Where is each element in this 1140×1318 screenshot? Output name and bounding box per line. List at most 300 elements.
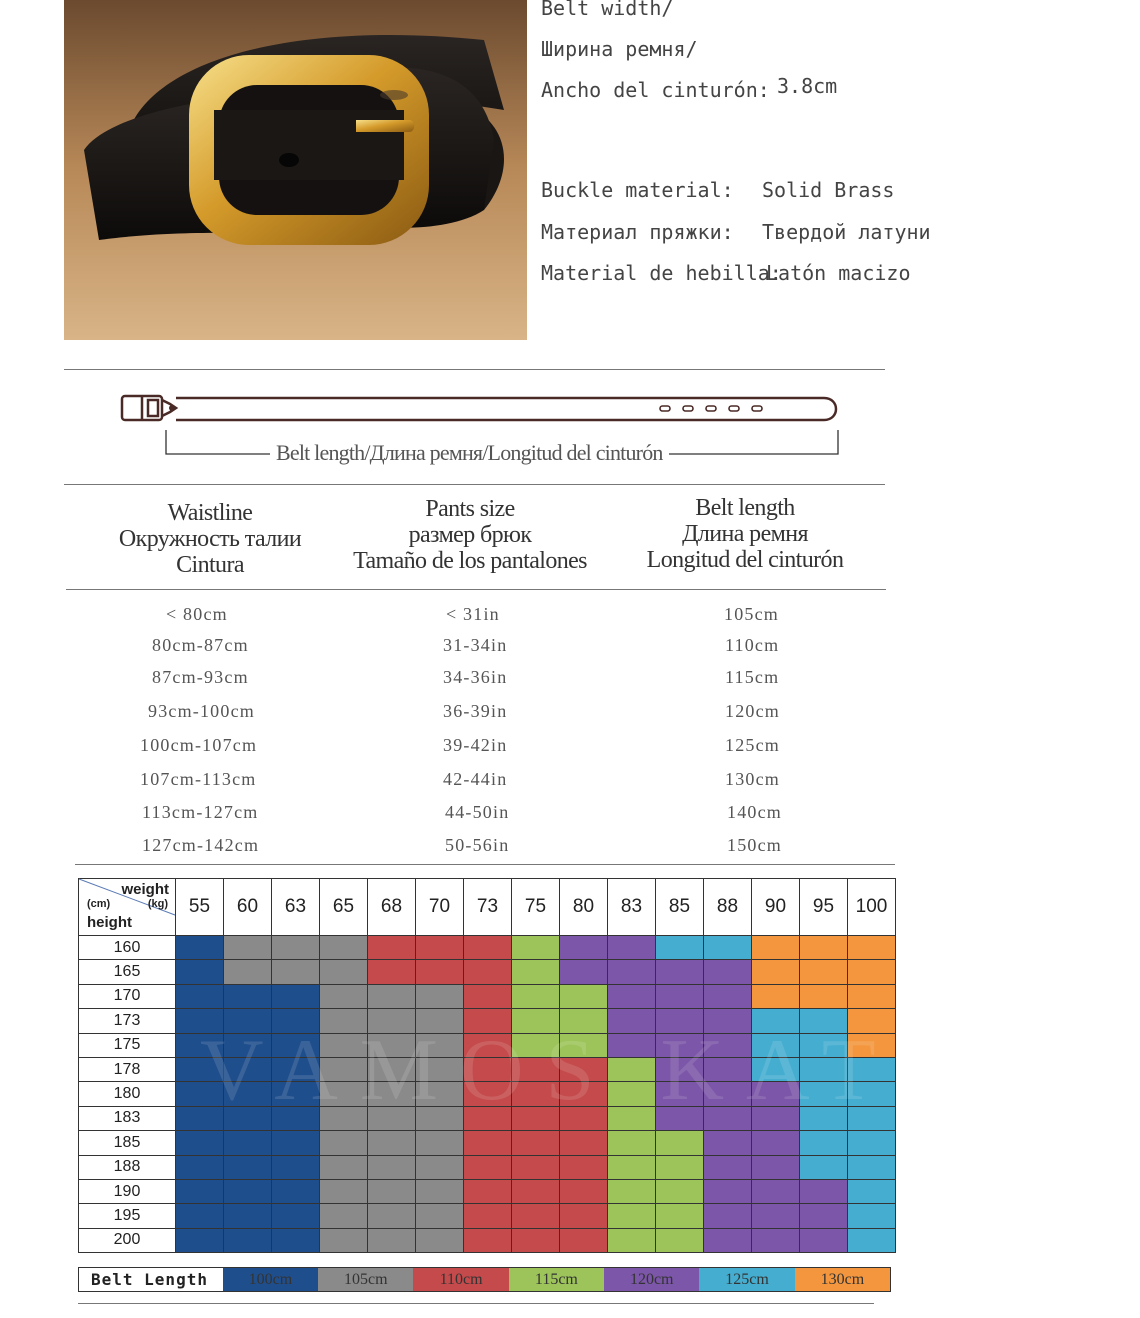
- grid-cell: [608, 936, 656, 960]
- grid-cell: [320, 1204, 368, 1228]
- grid-cell: [272, 1033, 320, 1057]
- buckle-value-ru: Твердой латуни: [762, 220, 931, 244]
- grid-row-160: [79, 936, 896, 960]
- grid-cell: [224, 1155, 272, 1179]
- grid-cell: [704, 1057, 752, 1081]
- height-label-175: 175: [79, 1033, 176, 1057]
- grid-row-195: [79, 1204, 896, 1228]
- legend-swatch-105cm: 105cm: [318, 1268, 413, 1291]
- grid-cell: [368, 1131, 416, 1155]
- grid-cell: [320, 1033, 368, 1057]
- weight-header-75: 75: [512, 879, 560, 936]
- grid-cell: [512, 960, 560, 984]
- grid-cell: [800, 1204, 848, 1228]
- grid-cell: [416, 1179, 464, 1203]
- grid-cell: [848, 1057, 896, 1081]
- header-belt-es: Longitud del cinturón: [646, 547, 844, 573]
- grid-cell: [416, 1155, 464, 1179]
- belt-cell: 150cm: [727, 835, 782, 855]
- grid-cell: [560, 1179, 608, 1203]
- grid-cell: [224, 1131, 272, 1155]
- weight-header-80: 80: [560, 879, 608, 936]
- grid-cell: [752, 1106, 800, 1130]
- belt-length-legend: [78, 1267, 891, 1292]
- buckle-label-ru: Материал пряжки:: [541, 220, 734, 244]
- grid-cell: [416, 1106, 464, 1130]
- grid-cell: [656, 960, 704, 984]
- buckle-value-es: Latón macizo: [766, 261, 911, 285]
- grid-cell: [800, 1131, 848, 1155]
- grid-cell: [656, 1033, 704, 1057]
- divider-bottom: [78, 1303, 874, 1304]
- grid-cell: [752, 1057, 800, 1081]
- grid-cell: [416, 1131, 464, 1155]
- grid-cell: [224, 1106, 272, 1130]
- grid-cell: [848, 984, 896, 1008]
- belt-cell: 110cm: [725, 635, 780, 655]
- grid-row-190: [79, 1179, 896, 1203]
- height-label-183: 183: [79, 1106, 176, 1130]
- pants-cell: 42-44in: [443, 769, 508, 789]
- height-label-165: 165: [79, 960, 176, 984]
- grid-cell: [176, 1057, 224, 1081]
- legend-swatch-100cm: 100cm: [223, 1268, 318, 1291]
- grid-cell: [656, 1179, 704, 1203]
- table-row: [0, 835, 960, 865]
- grid-cell: [272, 984, 320, 1008]
- grid-cell: [512, 984, 560, 1008]
- header-belt-length: [630, 495, 860, 573]
- grid-cell: [272, 1057, 320, 1081]
- table-row: [0, 667, 960, 697]
- grid-cell: [512, 1131, 560, 1155]
- grid-cell: [272, 960, 320, 984]
- grid-cell: [608, 1106, 656, 1130]
- height-label-160: 160: [79, 936, 176, 960]
- grid-cell: [752, 1155, 800, 1179]
- grid-cell: [512, 1155, 560, 1179]
- weight-header-88: 88: [704, 879, 752, 936]
- height-label-173: 173: [79, 1009, 176, 1033]
- grid-cell: [176, 1179, 224, 1203]
- grid-cell: [464, 1204, 512, 1228]
- grid-cell: [800, 1057, 848, 1081]
- grid-cell: [704, 1155, 752, 1179]
- grid-cell: [368, 1106, 416, 1130]
- legend-title: Belt Length: [91, 1270, 208, 1289]
- belt-cell: 140cm: [727, 802, 782, 822]
- grid-cell: [176, 1033, 224, 1057]
- grid-row-185: [79, 1131, 896, 1155]
- grid-cell: [848, 936, 896, 960]
- grid-cell: [608, 1033, 656, 1057]
- grid-cell: [608, 1155, 656, 1179]
- grid-cell: [656, 1009, 704, 1033]
- waist-cell: 107cm-113cm: [140, 769, 257, 789]
- divider-grid-top: [75, 864, 895, 865]
- grid-cell: [560, 936, 608, 960]
- grid-cell: [704, 1228, 752, 1252]
- grid-cell: [464, 1131, 512, 1155]
- grid-row-173: [79, 1009, 896, 1033]
- grid-cell: [416, 960, 464, 984]
- grid-cell: [848, 1009, 896, 1033]
- divider-table-header: [66, 589, 886, 590]
- grid-cell: [704, 984, 752, 1008]
- grid-cell: [464, 960, 512, 984]
- grid-row-165: [79, 960, 896, 984]
- table-row: [0, 802, 960, 832]
- grid-cell: [368, 1155, 416, 1179]
- grid-cell: [176, 936, 224, 960]
- table-row: [0, 769, 960, 799]
- grid-cell: [176, 1009, 224, 1033]
- grid-cell: [320, 1009, 368, 1033]
- grid-cell: [848, 1155, 896, 1179]
- grid-cell: [272, 1131, 320, 1155]
- belt-cell: 105cm: [724, 604, 779, 624]
- buckle-label-en: Buckle material:: [541, 178, 734, 202]
- waist-cell: 87cm-93cm: [152, 667, 249, 687]
- grid-cell: [368, 1204, 416, 1228]
- grid-cell: [608, 1057, 656, 1081]
- header-belt-en: Belt length: [695, 495, 795, 521]
- buckle-label-es: Material de hebilla:: [541, 261, 782, 285]
- belt-cell: 120cm: [725, 701, 780, 721]
- grid-cell: [704, 1131, 752, 1155]
- grid-cell: [320, 1228, 368, 1252]
- grid-cell: [752, 1228, 800, 1252]
- legend-swatch-130cm: 130cm: [795, 1268, 890, 1291]
- product-photo: [64, 0, 527, 340]
- weight-header-63: 63: [272, 879, 320, 936]
- grid-cell: [368, 936, 416, 960]
- grid-cell: [512, 1057, 560, 1081]
- grid-cell: [608, 1204, 656, 1228]
- pants-cell: 36-39in: [443, 701, 508, 721]
- weight-header-100: 100: [848, 879, 896, 936]
- grid-cell: [320, 1106, 368, 1130]
- grid-cell: [176, 1155, 224, 1179]
- belt-width-value: 3.8cm: [777, 74, 838, 98]
- height-label-195: 195: [79, 1204, 176, 1228]
- grid-cell: [656, 1131, 704, 1155]
- buckle-prong-icon: [169, 405, 175, 411]
- grid-cell: [464, 1009, 512, 1033]
- grid-cell: [704, 1106, 752, 1130]
- grid-cell: [752, 1204, 800, 1228]
- grid-row-170: [79, 984, 896, 1008]
- header-waistline-en: Waistline: [167, 500, 253, 526]
- grid-cell: [224, 936, 272, 960]
- belt-cell: 130cm: [725, 769, 780, 789]
- grid-cell: [368, 1009, 416, 1033]
- grid-cell: [224, 960, 272, 984]
- pants-cell: < 31in: [446, 604, 500, 624]
- grid-row-188: [79, 1155, 896, 1179]
- grid-row-200: [79, 1228, 896, 1252]
- grid-cell: [464, 936, 512, 960]
- grid-cell: [608, 1228, 656, 1252]
- grid-cell: [224, 1033, 272, 1057]
- weight-header-90: 90: [752, 879, 800, 936]
- grid-cell: [656, 1204, 704, 1228]
- grid-cell: [176, 1106, 224, 1130]
- legend-swatch-120cm: 120cm: [604, 1268, 699, 1291]
- grid-cell: [704, 1033, 752, 1057]
- grid-cell: [512, 1009, 560, 1033]
- weight-header-55: 55: [176, 879, 224, 936]
- grid-cell: [704, 1009, 752, 1033]
- weight-header-65: 65: [320, 879, 368, 936]
- grid-cell: [800, 1155, 848, 1179]
- grid-cell: [800, 1082, 848, 1106]
- grid-cell: [368, 1082, 416, 1106]
- grid-cell: [272, 1179, 320, 1203]
- grid-cell: [752, 960, 800, 984]
- grid-cell: [320, 1155, 368, 1179]
- grid-cell: [224, 1204, 272, 1228]
- pants-cell: 34-36in: [443, 667, 508, 687]
- grid-cell: [368, 1057, 416, 1081]
- grid-cell: [416, 1204, 464, 1228]
- legend-swatch-115cm: 115cm: [509, 1268, 604, 1291]
- weight-header-95: 95: [800, 879, 848, 936]
- legend-swatch-110cm: 110cm: [413, 1268, 508, 1291]
- grid-cell: [272, 1106, 320, 1130]
- grid-cell: [512, 1106, 560, 1130]
- grid-cell: [224, 1082, 272, 1106]
- height-label-178: 178: [79, 1057, 176, 1081]
- grid-cell: [464, 1179, 512, 1203]
- grid-cell: [176, 1131, 224, 1155]
- weight-header-68: 68: [368, 879, 416, 936]
- grid-cell: [848, 1179, 896, 1203]
- grid-cell: [416, 1228, 464, 1252]
- grid-cell: [704, 936, 752, 960]
- grid-cell: [416, 984, 464, 1008]
- waist-cell: < 80cm: [166, 604, 228, 624]
- grid-cell: [560, 1033, 608, 1057]
- grid-cell: [800, 1228, 848, 1252]
- grid-cell: [512, 1228, 560, 1252]
- grid-cell: [320, 984, 368, 1008]
- grid-cell: [368, 984, 416, 1008]
- grid-cell: [560, 1082, 608, 1106]
- grid-cell: [272, 1009, 320, 1033]
- grid-cell: [224, 1009, 272, 1033]
- header-waistline: [95, 500, 325, 578]
- grid-cell: [704, 960, 752, 984]
- height-label-170: 170: [79, 984, 176, 1008]
- grid-cell: [512, 1179, 560, 1203]
- pants-cell: 44-50in: [445, 802, 510, 822]
- grid-cell: [752, 936, 800, 960]
- table-row: [0, 635, 960, 665]
- grid-cell: [224, 984, 272, 1008]
- grid-row-183: [79, 1106, 896, 1130]
- grid-cell: [272, 936, 320, 960]
- grid-cell: [560, 1009, 608, 1033]
- height-label-185: 185: [79, 1131, 176, 1155]
- grid-cell: [224, 1228, 272, 1252]
- grid-cell: [608, 960, 656, 984]
- grid-cell: [608, 1009, 656, 1033]
- grid-cell: [368, 1033, 416, 1057]
- grid-cell: [320, 936, 368, 960]
- grid-cell: [608, 1082, 656, 1106]
- grid-cell: [752, 1009, 800, 1033]
- grid-cell: [464, 1228, 512, 1252]
- grid-cell: [752, 1131, 800, 1155]
- grid-cell: [560, 1057, 608, 1081]
- grid-cell: [848, 1106, 896, 1130]
- grid-corner: [79, 879, 176, 936]
- grid-cell: [224, 1057, 272, 1081]
- grid-cell: [464, 1057, 512, 1081]
- grid-cell: [800, 984, 848, 1008]
- header-pants-size: [330, 496, 610, 574]
- grid-cell: [608, 1131, 656, 1155]
- grid-cell: [320, 1057, 368, 1081]
- grid-cell: [800, 1009, 848, 1033]
- grid-cell: [560, 1204, 608, 1228]
- grid-cell: [656, 936, 704, 960]
- belt-width-label-ru: Ширина ремня/: [541, 37, 698, 61]
- grid-cell: [320, 1131, 368, 1155]
- weight-header-60: 60: [224, 879, 272, 936]
- grid-cell: [848, 1082, 896, 1106]
- corner-height: height: [87, 914, 132, 931]
- weight-header-83: 83: [608, 879, 656, 936]
- grid-cell: [800, 1179, 848, 1203]
- grid-cell: [464, 1082, 512, 1106]
- grid-cell: [464, 1033, 512, 1057]
- grid-cell: [752, 1179, 800, 1203]
- grid-cell: [416, 1033, 464, 1057]
- grid-cell: [560, 960, 608, 984]
- grid-cell: [368, 1179, 416, 1203]
- grid-cell: [656, 1106, 704, 1130]
- grid-cell: [608, 984, 656, 1008]
- grid-cell: [560, 984, 608, 1008]
- grid-cell: [272, 1082, 320, 1106]
- grid-cell: [512, 1082, 560, 1106]
- grid-cell: [656, 1057, 704, 1081]
- grid-cell: [800, 1106, 848, 1130]
- grid-cell: [512, 1204, 560, 1228]
- grid-cell: [704, 1082, 752, 1106]
- grid-cell: [272, 1204, 320, 1228]
- grid-cell: [320, 960, 368, 984]
- corner-cm: (cm): [87, 898, 111, 910]
- waist-cell: 127cm-142cm: [142, 835, 260, 855]
- corner-weight: weight: [121, 881, 169, 898]
- grid-cell: [176, 984, 224, 1008]
- grid-cell: [704, 1204, 752, 1228]
- grid-cell: [416, 1082, 464, 1106]
- pants-cell: 31-34in: [443, 635, 508, 655]
- grid-cell: [848, 1033, 896, 1057]
- header-waistline-ru: Окружность талии: [118, 526, 302, 552]
- weight-header-85: 85: [656, 879, 704, 936]
- grid-cell: [464, 1155, 512, 1179]
- buckle-value-en: Solid Brass: [762, 178, 895, 202]
- waist-cell: 113cm-127cm: [142, 802, 259, 822]
- belt-width-label-es: Ancho del cinturón:: [541, 78, 770, 102]
- waist-cell: 93cm-100cm: [148, 701, 255, 721]
- watermark: KATCAL: [660, 1022, 1140, 1119]
- weight-header-73: 73: [464, 879, 512, 936]
- belt-cell: 125cm: [725, 735, 780, 755]
- grid-cell: [848, 1131, 896, 1155]
- weight-header-70: 70: [416, 879, 464, 936]
- grid-cell: [752, 1033, 800, 1057]
- grid-cell: [800, 936, 848, 960]
- grid-cell: [848, 960, 896, 984]
- grid-cell: [464, 984, 512, 1008]
- grid-cell: [560, 1106, 608, 1130]
- header-waistline-es: Cintura: [176, 552, 244, 578]
- belt-cell: 115cm: [725, 667, 780, 687]
- grid-cell: [800, 960, 848, 984]
- grid-cell: [368, 960, 416, 984]
- grid-cell: [656, 1082, 704, 1106]
- grid-cell: [656, 1155, 704, 1179]
- header-belt-ru: Длина ремня: [682, 521, 808, 547]
- header-pants-en: Pants size: [425, 496, 515, 522]
- grid-cell: [800, 1033, 848, 1057]
- height-label-200: 200: [79, 1228, 176, 1252]
- header-pants-ru: размер брюк: [408, 522, 532, 548]
- grid-cell: [560, 1228, 608, 1252]
- grid-cell: [704, 1179, 752, 1203]
- table-row: [0, 735, 960, 765]
- pants-cell: 39-42in: [443, 735, 508, 755]
- grid-cell: [560, 1131, 608, 1155]
- grid-cell: [752, 1082, 800, 1106]
- grid-cell: [176, 1228, 224, 1252]
- waist-cell: 100cm-107cm: [140, 735, 258, 755]
- legend-swatch-125cm: 125cm: [699, 1268, 794, 1291]
- grid-cell: [224, 1179, 272, 1203]
- grid-cell: [176, 960, 224, 984]
- corner-kg: (kg): [147, 898, 168, 910]
- size-grid: [78, 878, 896, 1253]
- grid-cell: [176, 1204, 224, 1228]
- grid-cell: [848, 1204, 896, 1228]
- grid-cell: [368, 1228, 416, 1252]
- grid-cell: [512, 1033, 560, 1057]
- height-label-188: 188: [79, 1155, 176, 1179]
- divider-table-top: [64, 484, 885, 485]
- grid-cell: [512, 936, 560, 960]
- grid-row-178: [79, 1057, 896, 1081]
- grid-cell: [416, 936, 464, 960]
- grid-cell: [416, 1009, 464, 1033]
- grid-cell: [752, 984, 800, 1008]
- grid-cell: [416, 1057, 464, 1081]
- height-label-190: 190: [79, 1179, 176, 1203]
- table-row: [0, 701, 960, 731]
- grid-cell: [608, 1179, 656, 1203]
- grid-cell: [560, 1155, 608, 1179]
- grid-cell: [656, 1228, 704, 1252]
- grid-cell: [176, 1082, 224, 1106]
- belt-width-label-en: Belt width/: [541, 0, 674, 20]
- grid-cell: [656, 984, 704, 1008]
- pants-cell: 50-56in: [445, 835, 510, 855]
